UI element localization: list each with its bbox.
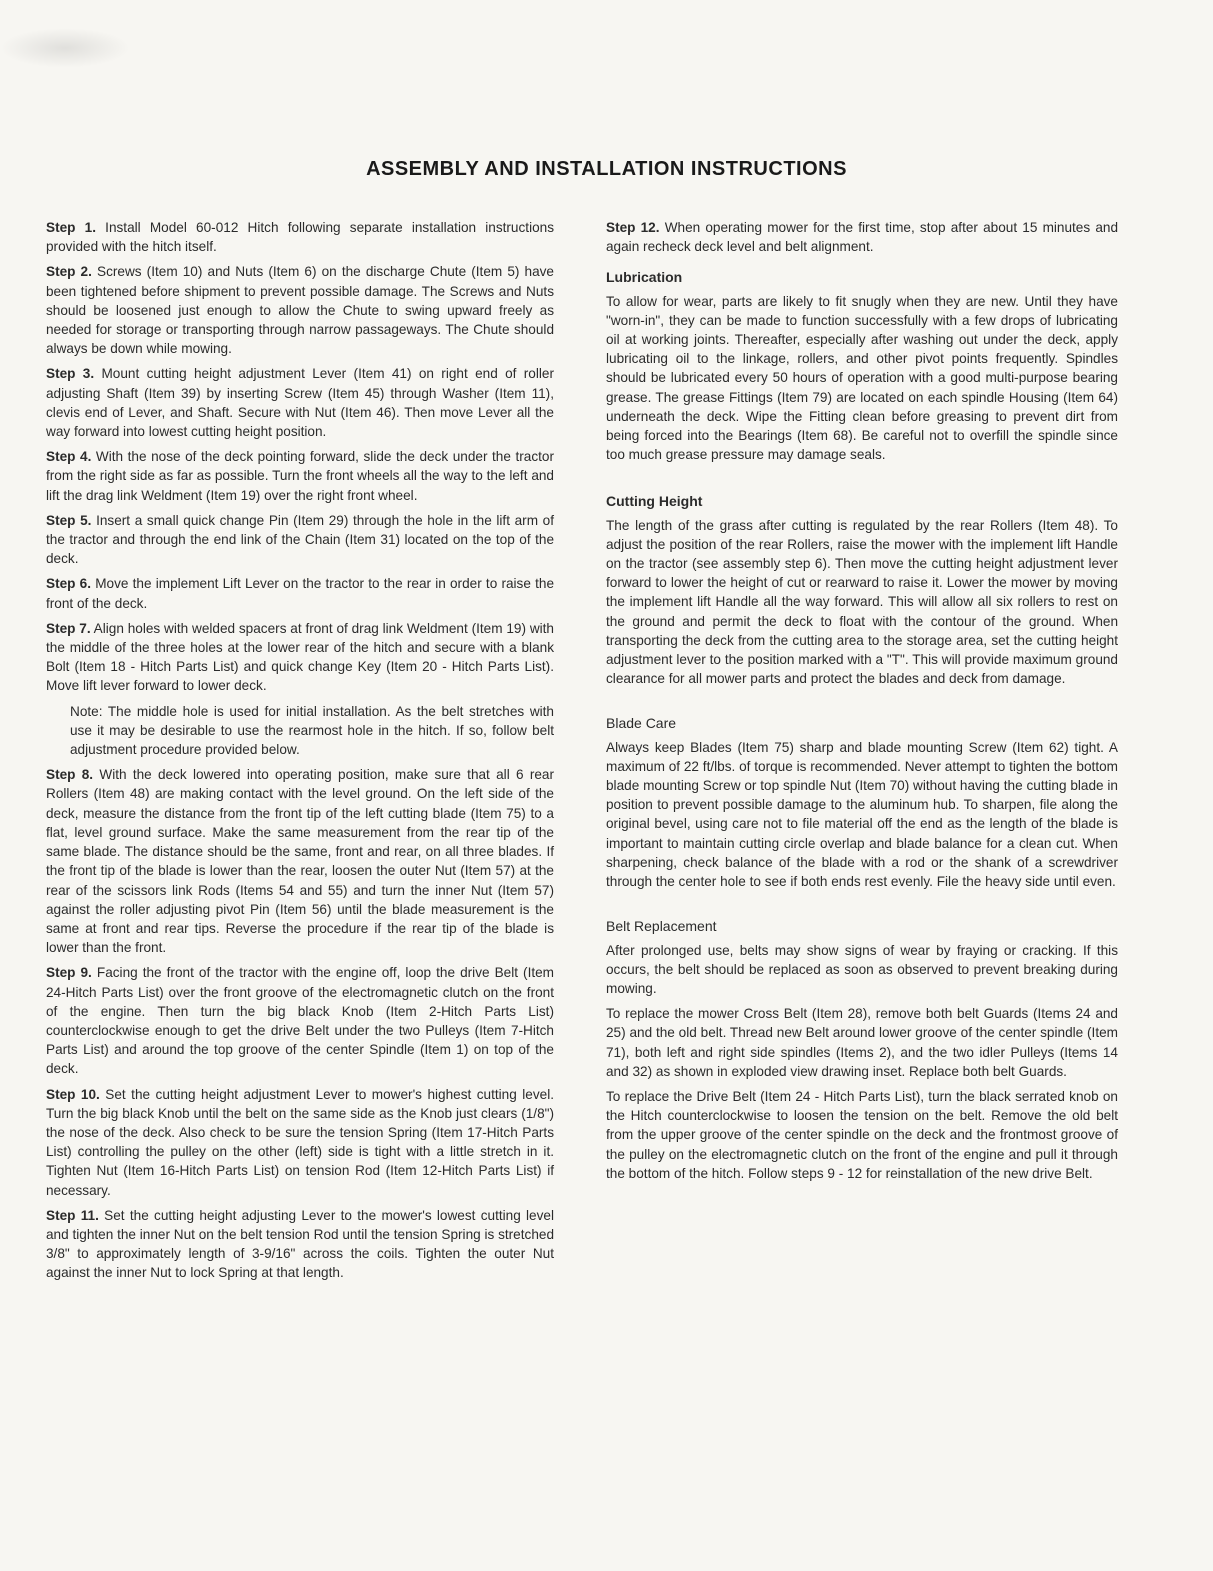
paragraph-text: Mount cutting height adjustment Lever (Item 41) on right end of roller adjusting Shaft (Item 39) by inserting Screw (Item 45) through Washer (Item 11), clevis end of Lever, and Shaft. Secure with Nut (Item 46). Then move Lever all the way forward into lowest cutting height position.: [46, 366, 554, 440]
step-label: Step 2.: [46, 264, 92, 280]
step-paragraph: [46, 511, 554, 569]
step-label: Step 6.: [46, 576, 91, 592]
section-heading: Blade Care: [606, 715, 677, 732]
page-title: ASSEMBLY AND INSTALLATION INSTRUCTIONS: [366, 158, 847, 180]
section-heading: Cutting Height: [606, 493, 703, 510]
paragraph-text: Facing the front of the tractor with the engine off, loop the drive Belt (Item 24-Hitch Parts List) over the front groove of the electromagnetic clutch on the front of the engine. Then turn the big black Knob (Item 2-Hitch Parts List) counterclockwise enough to get the drive Belt under the two Pulleys (Item 7-Hitch Parts List) and around the top groove of the center Spindle (Item 1) on top of the deck.: [46, 965, 555, 1077]
section-heading: Lubrication: [606, 269, 683, 286]
step-paragraph: [46, 447, 554, 505]
paragraph-text: To replace the mower Cross Belt (Item 28), remove both belt Guards (Items 24 and 25) and the old belt. Thread new Belt around lower groove of the center spindle (Item 71), both left and right side spindles (Items 2), and the two idler Pulleys (Items 14 and 32) as shown in exploded view drawing inset. Replace both belt Guards.: [606, 1006, 1118, 1079]
step-paragraph: [46, 765, 554, 957]
paragraph-text: Always keep Blades (Item 75) sharp and blade mounting Screw (Item 62) tight. A maximum of 22 ft/lbs. of torque is recommended. Never attempt to tighten the bottom blade mounting Screw or top spindle Nut (Item 70) without having the cutting blade in position to prevent possible damage to the aluminum hub. To sharpen, file along the original bevel, using care not to file material off the end as the length of the blade is important to maintain cutting circle overlap and blade balance for a clean cut. When sharpening, check balance of the blade with a rod or the shank of a screwdriver through the center hole to see if both ends rest evenly. File the heavy side until even.: [606, 739, 1118, 890]
right-column: [606, 218, 1118, 1189]
step-paragraph: [606, 738, 1118, 892]
step-paragraph: [606, 292, 1118, 465]
step-paragraph: [46, 1206, 554, 1283]
step-label: Step 8.: [46, 767, 94, 783]
step-paragraph: [46, 1085, 554, 1200]
paragraph-text: With the deck lowered into operating position, make sure that all 6 rear Rollers (Item 48) are making contact with the level ground. On the left side of the deck, measure the distance from the front tip of the left cutting blade (Item 75) to a flat, level ground surface. Make the same measurement from the rear tip of the same blade. The distance should be the same, front and rear, on all three blades. If the front tip of the blade is lower than the rear, loosen the outer Nut (Item 57) at the rear of the scissors link Rods (Items 54 and 55) and turn the inner Nut (Item 57) against the roller adjusting pivot Pin (Item 56) until the blade measurement is the same at front and rear tips. Reverse the procedure if the rear tip of the blade is lower than the front.: [46, 767, 554, 956]
step-label: Step 5.: [46, 512, 92, 528]
paragraph-text: Move the implement Lift Lever on the tractor to the rear in order to raise the front of the deck.: [46, 576, 555, 611]
left-column: [46, 218, 554, 1289]
step-paragraph: [606, 218, 1118, 256]
note-paragraph: [70, 702, 554, 760]
step-label: Step 12.: [606, 220, 660, 235]
step-paragraph: [46, 262, 554, 358]
paragraph-text: Set the cutting height adjustment Lever to mower's highest cutting level. Turn the big black Knob until the belt on the same side as the Knob just clears (1/8") the nose of the deck. Also check to be sure the tension Spring (Item 17-Hitch Parts List) controlling the pulley on the other (left) side is tight with a little stretch in it. Tighten Nut (Item 16-Hitch Parts List) on tension Rod (Item 12-Hitch Parts List) if necessary.: [46, 1086, 554, 1198]
step-paragraph: [606, 1087, 1118, 1183]
paragraph-text: Insert a small quick change Pin (Item 29) through the hole in the lift arm of the tractor and through the end link of the Chain (Item 31) located on the top of the deck.: [46, 512, 554, 567]
step-paragraph: [606, 941, 1118, 999]
paragraph-text: Note: The middle hole is used for initial installation. As the belt stretches with use it may be desirable to use the rearmost hole in the hitch. If so, follow belt adjustment procedure provided below.: [70, 703, 554, 758]
step-paragraph: [606, 1004, 1118, 1081]
step-paragraph: [46, 963, 554, 1078]
step-paragraph: [46, 218, 554, 256]
step-label: Step 1.: [46, 220, 96, 235]
step-paragraph: [46, 574, 554, 612]
scan-fade: [0, 1360, 1213, 1571]
step-label: Step 11.: [46, 1207, 99, 1223]
paragraph-text: Screws (Item 10) and Nuts (Item 6) on the discharge Chute (Item 5) have been tightened before shipment to prevent possible damage. The Screws and Nuts should be loosened just enough to allow the Chute to swing upward freely as needed for storage or transporting through narrow passageways. The Chute should always be down while mowing.: [46, 264, 554, 357]
paragraph-text: To replace the Drive Belt (Item 24 - Hitch Parts List), turn the black serrated knob on the Hitch counterclockwise to loosen the tension on the belt. Remove the old belt from the upper groove of the center spindle on the deck and the frontmost groove of the pulley on the electromagnetic clutch on the front of the engine and pull it through the bottom of the hitch. Follow steps 9 - 12 for reinstallation of the new drive Belt.: [606, 1088, 1118, 1181]
step-label: Step 9.: [46, 965, 92, 981]
paragraph-text: When operating mower for the first time, stop after about 15 minutes and again recheck deck level and belt alignment.: [606, 220, 1119, 255]
section-heading: Belt Replacement: [606, 918, 717, 935]
step-paragraph: [46, 364, 554, 441]
step-paragraph: [46, 619, 554, 696]
paragraph-text: Install Model 60-012 Hitch following separate installation instructions provided with the hitch itself.: [46, 220, 555, 255]
step-label: Step 7.: [46, 620, 91, 636]
paragraph-text: To allow for wear, parts are likely to fit snugly when they are new. Until they have "worn-in", they can be made to function successfully with a few drops of lubricating oil at working joints. Thereafter, especially after washing out under the deck, apply lubricating oil to the linkage, rollers, and other pivot points frequently. Spindles should be lubricated every 50 hours of operation with a good multi-purpose bearing grease. The grease Fittings (Item 79) are located on each spindle Housing (Item 64) underneath the deck. Wipe the Fitting clean before greasing to prevent dirt from being forced into the Bearings (Item 68). Be careful not to overfill the spindle since too much grease pressure may damage seals.: [606, 293, 1118, 463]
paragraph-text: Set the cutting height adjusting Lever to the mower's lowest cutting level and tighten the inner Nut on the belt tension Rod until the tension Spring is stretched 3/8" to approximately length of 3-9/16" across the coils. Tighten the outer Nut against the inner Nut to lock Spring at that length.: [46, 1207, 554, 1281]
paragraph-text: After prolonged use, belts may show signs of wear by fraying or cracking. If this occurs, the belt should be replaced as soon as observed to prevent breaking during mowing.: [606, 942, 1118, 996]
paragraph-text: The length of the grass after cutting is regulated by the rear Rollers (Item 48). To adjust the position of the rear Rollers, raise the mower with the implement lift Handle on the tractor (see assembly step 6). Then move the cutting height adjustment lever forward to lower the height of cut or rearward to raise it. Lower the mower by moving the implement lift Handle all the way forward. This will allow all six rollers to rest on the ground and permit the deck to float with the contour of the ground. When transporting the deck from the cutting area to the storage area, set the cutting height adjustment lever to the position marked with a "T". This will provide maximum ground clearance for all mower parts and protect the blades and deck from damage.: [606, 517, 1118, 687]
scan-smudge: [0, 28, 130, 68]
step-label: Step 10.: [46, 1086, 100, 1102]
step-label: Step 3.: [46, 366, 95, 382]
step-paragraph: [606, 516, 1118, 689]
step-label: Step 4.: [46, 449, 92, 465]
paragraph-text: Align holes with welded spacers at front of drag link Weldment (Item 19) with the middle of the three holes at the lower rear of the hitch and secure with a blank Bolt (Item 18 - Hitch Parts List) and quick change Key (Item 20 - Hitch Parts List). Move lift lever forward to lower deck.: [46, 620, 554, 694]
paragraph-text: With the nose of the deck pointing forward, slide the deck under the tractor from the right side as far as possible. Turn the front wheels all the way to the left and lift the drag link Weldment (Item 19) over the right front wheel.: [46, 449, 554, 503]
